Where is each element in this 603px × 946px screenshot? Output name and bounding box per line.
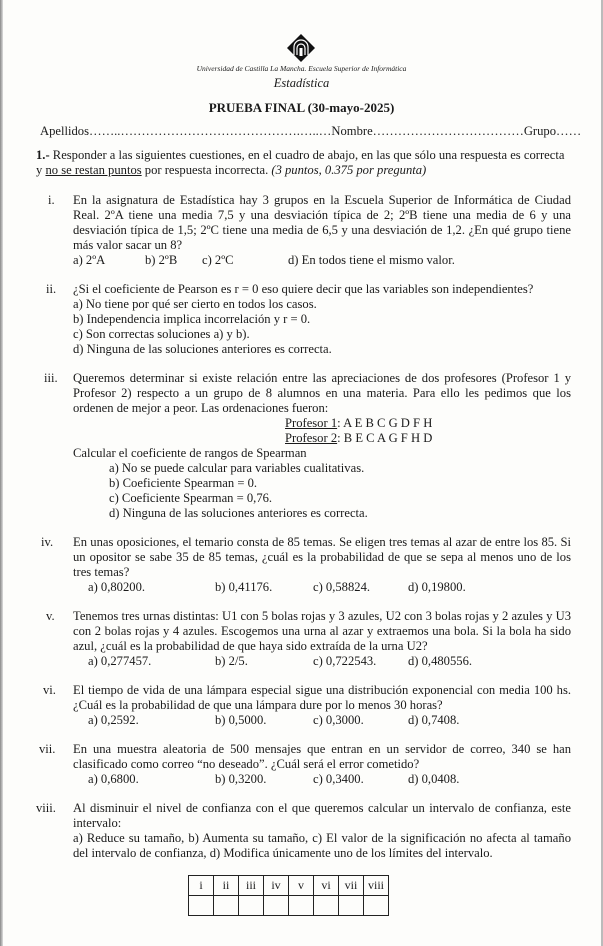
option-c[interactable]: c) 0,722543. bbox=[313, 654, 377, 668]
header-cell: iv bbox=[264, 876, 289, 896]
option-b[interactable]: b) 0,3200. bbox=[215, 772, 267, 786]
profesor-2-order: : B E C A G F H D bbox=[337, 431, 433, 445]
instructions-text: Responder a las siguientes cuestiones, en el cuadro de abajo, en las que sólo una respuesta es correcta y bbox=[36, 148, 565, 177]
profesor-2-ranking bbox=[285, 431, 571, 446]
question-number: v. bbox=[46, 609, 55, 623]
answer-cell[interactable] bbox=[364, 896, 389, 916]
question-number: vii. bbox=[39, 742, 56, 756]
header-cell: ii bbox=[214, 876, 239, 896]
answer-table-header bbox=[189, 876, 389, 896]
question-number: ii. bbox=[46, 282, 57, 296]
answer-cell[interactable] bbox=[289, 896, 314, 916]
option-a[interactable]: a) 0,80200. bbox=[88, 580, 146, 594]
answer-cell[interactable] bbox=[239, 896, 264, 916]
question-text: Al disminuir el nivel de confianza con el que queremos calcular un intervalo de confianza, este intervalo: bbox=[73, 801, 571, 830]
header-cell: i bbox=[189, 876, 214, 896]
answer-cell[interactable] bbox=[214, 896, 239, 916]
points-note: (3 puntos, 0.375 por pregunta) bbox=[271, 163, 427, 177]
option-a[interactable]: a) 0,6800. bbox=[88, 772, 139, 786]
question-text: En unas oposiciones, el temario consta de 85 temas. Se eligen tres temas al azar de entre los 85. Si un opositor se sabe 35 de 85 temas, ¿cuál es la probabilidad de que se sepa al menos uno de los tres temas? bbox=[73, 535, 571, 579]
question-v bbox=[36, 609, 571, 669]
header-cell: viii bbox=[364, 876, 389, 896]
option-b[interactable]: b) 2ºB bbox=[145, 253, 178, 267]
option-a[interactable]: a) 2ºA bbox=[73, 253, 106, 267]
exam-title: PRUEBA FINAL (30-mayo-2025) bbox=[208, 100, 395, 115]
header-cell: v bbox=[289, 876, 314, 896]
option-d[interactable]: d) Ninguna de las soluciones anteriores es correcta. bbox=[73, 342, 332, 356]
option-b[interactable]: b) Coeficiente Spearman = 0. bbox=[109, 476, 258, 490]
option-d[interactable]: d) 0,0408. bbox=[408, 772, 460, 786]
profesor-2-label: Profesor 2 bbox=[285, 431, 338, 445]
question-options: a) Reduce su tamaño, b) Aumenta su tamaño, c) El valor de la significación no afecta al tamaño del intervalo de confianza, d) Modifica únicamente uno de los límites del intervalo. bbox=[73, 831, 571, 860]
question-ii bbox=[36, 282, 571, 357]
option-a[interactable]: a) 0,2592. bbox=[88, 713, 139, 727]
question-text: En la asignatura de Estadística hay 3 grupos en la Escuela Superior de Informática de Ciudad Real. 2ºA tiene una media 7,5 y una desviación típica de 2; 2ºB tiene una media de 6 y una desviación típica de 1,5; 2ºC tiene una media de 6,5 y una desviación de 1,2. ¿En qué grupo tiene más valor sacar un 8? bbox=[73, 193, 571, 252]
question-number: iv. bbox=[41, 535, 54, 549]
answer-cell[interactable] bbox=[314, 896, 339, 916]
question-prompt: Calcular el coeficiente de rangos de Spearman bbox=[73, 446, 307, 460]
student-fields bbox=[40, 124, 582, 139]
apellidos-field[interactable]: Apellidos……..…………………………………….…..… bbox=[40, 124, 332, 138]
option-c[interactable]: c) 0,3000. bbox=[313, 713, 364, 727]
option-b[interactable]: b) 0,41176. bbox=[215, 580, 273, 594]
option-a[interactable]: a) No tiene por qué ser cierto en todos los casos. bbox=[73, 297, 317, 311]
university-name: Universidad de Castilla La Mancha. Escuela Superior de Informática bbox=[196, 64, 407, 73]
option-c[interactable]: c) 2ºC bbox=[202, 253, 234, 267]
option-a[interactable]: a) 0,277457. bbox=[88, 654, 152, 668]
answer-table-row bbox=[189, 896, 389, 916]
option-b[interactable]: b) 0,5000. bbox=[215, 713, 267, 727]
answer-cell[interactable] bbox=[264, 896, 289, 916]
question-text: Queremos determinar si existe relación entre las apreciaciones de dos profesores (Profesor 1 y Profesor 2) respecto a un grupo de 8 alumnos en una materia. Para ello les pedimos que los ordenen de mejor a peor. Las ordenaciones fueron: bbox=[73, 371, 571, 415]
instructions bbox=[36, 148, 571, 178]
answer-table bbox=[188, 875, 389, 916]
profesor-1-label: Profesor 1 bbox=[285, 416, 338, 430]
option-d[interactable]: d) 0,19800. bbox=[408, 580, 466, 594]
question-i bbox=[36, 193, 571, 268]
section-number: 1.- bbox=[36, 148, 50, 162]
option-d[interactable]: d) Ninguna de las soluciones anteriores es correcta. bbox=[109, 506, 368, 520]
instructions-underlined: no se restan puntos bbox=[45, 163, 142, 177]
question-viii bbox=[36, 801, 571, 861]
answer-cell[interactable] bbox=[339, 896, 364, 916]
option-d[interactable]: d) 0,7408. bbox=[408, 713, 460, 727]
question-text: El tiempo de vida de una lámpara especial sigue una distribución exponencial con media 100 hs. ¿Cuál es la probabilidad de que una lámpara dure por lo menos 30 horas? bbox=[73, 683, 571, 712]
question-text: Tenemos tres urnas distintas: U1 con 5 bolas rojas y 3 azules, U2 con 3 bolas rojas y 2 azules y U3 con 2 bolas rojas y 4 azules. Escogemos una urna al azar y extraemos una bola. Si la bola ha sido azul, ¿cuál es la probabilidad de que haya sido extraída de la urna U2? bbox=[73, 609, 571, 653]
question-text: En una muestra aleatoria de 500 mensajes que entran en un servidor de correo, 340 se han clasificado como correo “no deseado”. ¿Cuál será el error cometido? bbox=[73, 742, 571, 771]
question-iii bbox=[36, 371, 571, 521]
grupo-field[interactable]: Grupo…… bbox=[523, 124, 582, 138]
option-c[interactable]: c) 0,3400. bbox=[313, 772, 364, 786]
nombre-field[interactable]: Nombre……………………………… bbox=[331, 124, 524, 138]
question-number: i. bbox=[48, 193, 55, 207]
profesor-1-ranking bbox=[285, 416, 571, 431]
question-number: vi. bbox=[43, 683, 56, 697]
question-vii bbox=[36, 742, 571, 787]
question-text: ¿Si el coeficiente de Pearson es r = 0 eso quiere decir que las variables son independientes? bbox=[73, 282, 534, 296]
header-cell: vii bbox=[339, 876, 364, 896]
option-c[interactable]: c) 0,58824. bbox=[313, 580, 371, 594]
profesor-1-order: : A E B C G D F H bbox=[337, 416, 433, 430]
question-iv bbox=[36, 535, 571, 595]
answer-cell[interactable] bbox=[189, 896, 214, 916]
header-cell: vi bbox=[314, 876, 339, 896]
option-b[interactable]: b) 2/5. bbox=[215, 654, 248, 668]
header-cell: iii bbox=[239, 876, 264, 896]
question-number: iii. bbox=[44, 371, 58, 385]
instructions-text: por respuesta incorrecta. bbox=[141, 163, 272, 177]
option-c[interactable]: c) Son correctas soluciones a) y b). bbox=[73, 327, 250, 341]
option-a[interactable]: a) No se puede calcular para variables cualitativas. bbox=[109, 461, 365, 475]
option-c[interactable]: c) Coeficiente Spearman = 0,76. bbox=[109, 491, 273, 505]
option-b[interactable]: b) Independencia implica incorrelación y r = 0. bbox=[73, 312, 311, 326]
option-d[interactable]: d) 0,480556. bbox=[408, 654, 473, 668]
subject-name: Estadística bbox=[273, 76, 330, 90]
question-vi bbox=[36, 683, 571, 728]
option-d[interactable]: d) En todos tiene el mismo valor. bbox=[288, 253, 455, 267]
question-number: viii. bbox=[36, 801, 56, 815]
